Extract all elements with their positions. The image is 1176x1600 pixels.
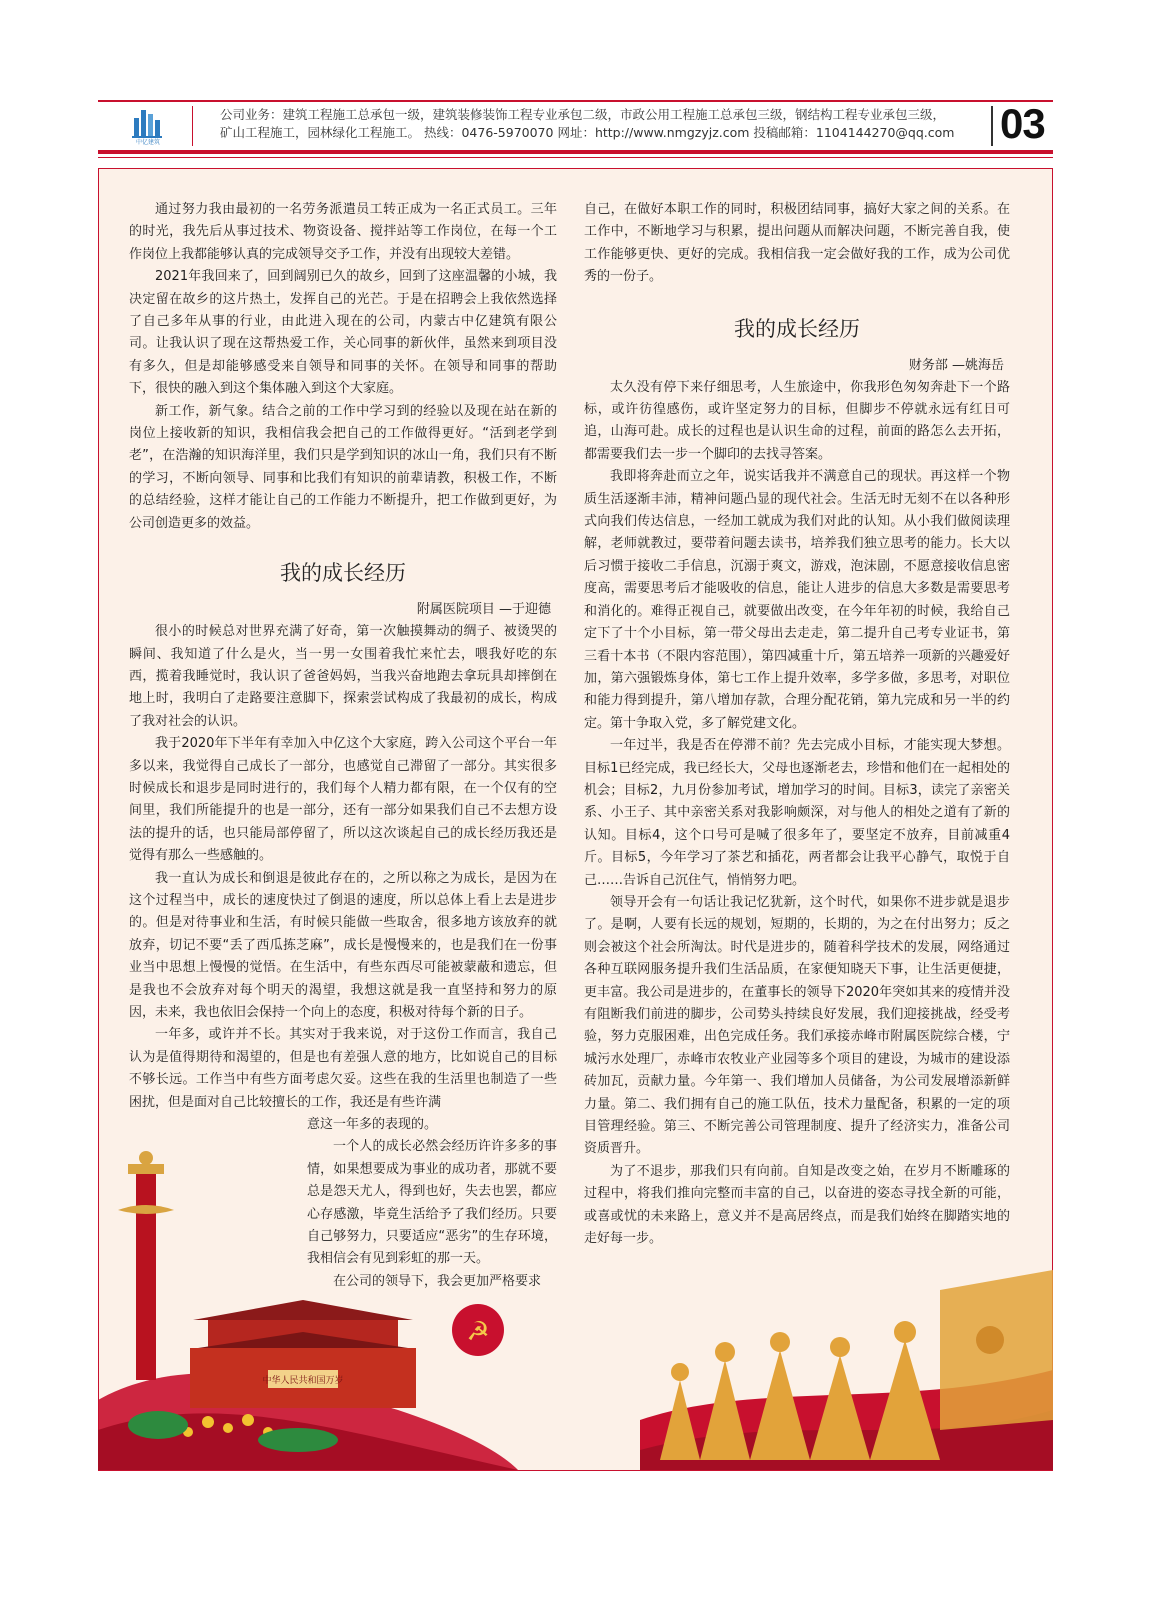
paragraph: 通过努力我由最初的一名劳务派遣员工转正成为一名正式员工。三年的时光，我先后从事过技术、物资设备、搅拌站等工作岗位，在每一个工作岗位上我都能够认真的完成领导交予工作，并没有出现较大差错。 <box>129 202 557 262</box>
header-line-2: 矿山工程施工，园林绿化工程施工。 热线：0476-5970070 网址：http://www.nmgzyjz.com 投稿邮箱：1104144270@qq.com <box>220 125 955 140</box>
header-rule-bottom-thin <box>98 157 1053 158</box>
header-rule-top <box>98 100 1053 102</box>
left-column <box>129 199 557 1293</box>
tiananmen-illustration <box>98 1150 518 1470</box>
paragraph: 为了不退步，那我们只有向前。自知是改变之始，在岁月不断雕琢的过程中，将我们推向完整而丰富的自己，以奋进的姿态寻找全新的可能，或喜或忧的未来路上，意义并不是高居终点，而是我们始终在脚踏实地的走好每一步。 <box>584 1163 1010 1247</box>
header-rule-bottom <box>98 150 1053 154</box>
paragraph: 我于2020年下半年有幸加入中亿这个大家庭，跨入公司这个平台一年多以来，我觉得自己成长了一部分，也感觉自己滞留了一部分。其实很多时候成长和退步是同时进行的，我们每个人精力都有限，在一个仅有的空间里，我们所能提升的也是一部分，还有一部分如果我们自己不去想方设法的提升的话，也只能局部停留了，所以这次谈起自己的成长经历我还是觉得有那么一些感触的。 <box>129 736 557 864</box>
paragraph: 我一直认为成长和倒退是彼此存在的，之所以称之为成长，是因为在这个过程当中，成长的速度快过了倒退的速度，所以总体上看上去是进步的。但是对待事业和生活，有时候只能做一些取舍，很多地方该放弃的就放弃，切记不要“丢了西瓜拣芝麻”，成长是慢慢来的，也是我们在一份事业当中思想上慢慢的觉悟。在生活中，有些东西尽可能被蒙蔽和遗忘，但是我也不会放弃对每个明天的渴望，我想这就是我一直坚持和努力的原因，未来，我也依旧会保持一个向上的态度，积极对待每个新的日子。 <box>129 870 557 1020</box>
header-divider <box>192 106 193 146</box>
article-byline: 财务部 —姚海岳 <box>908 357 1004 373</box>
paragraph: 领导开会有一句话让我记忆犹新，这个时代，如果你不进步就是退步了。是啊，人要有长远的规划，短期的，长期的，为之在付出努力；反之则会被这个社会所淘汰。时代是进步的，随着科学技术的发展，网络通过各种互联网服务提升我们生活品质，在家便知晓天下事，让生活更便捷，更丰富。我公司是进步的，在董事长的领导下2020年突如其来的疫情并没有阻断我们前进的脚步，公司势头持续良好发展，我们迎接挑战，经受考验，努力克服困难，出色完成任务。我们承接赤峰市附属医院综合楼，宁城污水处理厂，赤峰市农牧业产业园等多个项目的建设，为城市的建设添砖加瓦，贡献力量。今年第一、我们增加人员储备，为公司发展增添新鲜力量。第二、我们拥有自己的施工队伍，技术力量配备，积累的一定的项目管理经验。第三、不断完善公司管理制度、提升了经济实力，准备公司资质晋升。 <box>584 894 1010 1157</box>
paragraph: 一个人的成长必然会经历许许多多的事情，如果想要成为事业的成功者，那就不要总是怨天尤人，得到也好，失去也罢，都应心存感激，毕竟生活给予了我们经历。只要自己够努力，只要适应“恶劣”的生存环境，我相信会有见到彩虹的那一天。 <box>307 1139 557 1267</box>
logo-text: 中亿建筑 <box>135 139 160 146</box>
monument-statues-illustration <box>640 1260 1053 1470</box>
gate-building-icon <box>190 1300 416 1408</box>
gate-banner-text: 中华人民共和国万岁 <box>262 1376 344 1386</box>
right-column <box>584 199 1010 1250</box>
paragraph: 意这一年多的表现的。 <box>307 1117 438 1133</box>
paragraph: 一年过半，我是否在停滞不前？先去完成小目标，才能实现大梦想。目标1已经完成，我已经长大，父母也逐渐老去，珍惜和他们在一起相处的机会；目标2，九月份参加考试，增加学习的时间。目标3，读完了亲密关系、小王子、其中亲密关系对我影响颇深，对与他人的相处之道有了新的认知。目标4，这个口号可是喊了很多年了，要坚定不放弃，目前减重4斤。目标5，今年学习了茶艺和插花，两者都会让我平心静气，取悦于自己……告诉自己沉住气，悄悄努力吧。 <box>584 738 1010 888</box>
header-divider-2 <box>991 106 993 146</box>
paragraph: 2021年我回来了，回到阔别已久的故乡，回到了这座温馨的小城，我决定留在故乡的这片热土，发挥自己的光芒。于是在招聘会上我依然选择了自己多年从事的行业，由此进入现在的公司，内蒙古中亿建筑有限公司。让我认识了现在这帮热爱工作，关心同事的新伙伴，虽然来到项目没有多久，但是却能够感受来自领导和同事的关怀。在领导和同事的帮助下，很快的融入到这个集体融入到这个大家庭。 <box>129 269 557 397</box>
article-title: 我的成长经历 <box>734 316 860 341</box>
party-emblem-icon: ☭ <box>466 1317 490 1347</box>
paragraph: 我即将奔赴而立之年，说实话我并不满意自己的现状。再这样一个物质生活逐渐丰沛，精神问题凸显的现代社会。生活无时无刻不在以各种形式向我们传达信息，一经加工就成为我们对此的认知。从小我们做阅读理解，老师就教过，要带着问题去读书，培养我们独立思考的能力。长大以后习惯于接收二手信息，沉溺于爽文，游戏，泡沫剧，不愿意接收信息密度高，需要思考后才能吸收的信息，能让人进步的信息大多数是需要思考和消化的。难得正视自己，就要做出改变，在今年年初的时候，我给自己定下了十个小目标，第一带父母出去走走，第二提升自己考专业证书，第三看十本书（不限内容范围），第四减重十斤，第五培养一项新的兴趣爱好加，第六强锻炼身体，第七工作上提升效率，多学多做，多思考，对职位和能力得到提升，第八增加存款，合理分配花销，第九完成和另一半的约定。第十争取入党，多了解党建文化。 <box>584 469 1010 731</box>
header-line-1: 公司业务：建筑工程施工总承包一级，建筑装修装饰工程专业承包二级，市政公用工程施工总承包三级，钢结构工程专业承包三级， <box>220 107 946 122</box>
paragraph: 很小的时候总对世界充满了好奇，第一次触摸舞动的绸子、被烫哭的瞬间、我知道了什么是火，当一男一女围着我忙来忙去，喂我好吃的东西，揽着我睡觉时，我认识了爸爸妈妈，当我兴奋地跑去拿玩具却摔倒在地上时，我明白了走路要注意脚下，探索尝试构成了我最初的成长，构成了我对社会的认识。 <box>129 624 557 729</box>
article-title: 我的成长经历 <box>280 561 406 586</box>
header-business-info <box>220 106 980 142</box>
paragraph: 自己，在做好本职工作的同时，积极团结同事，搞好大家之间的关系。在工作中，不断地学习与积累，提出问题从而解决问题，不断完善自我，使工作能够更快、更好的完成。我相信我一定会做好我的工作，成为公司优秀的一份子。 <box>584 202 1010 285</box>
article-byline: 附属医院项目 —于迎德 <box>416 602 551 618</box>
page-number: 03 <box>1000 100 1045 147</box>
paragraph: 一年多，或许并不长。其实对于我来说，对于这份工作而言，我自己认为是值得期待和渴望的，但是也有差强人意的地方，比如说自己的目标不够长远。工作当中有些方面考虑欠妥。这些在我的生活里也制造了一些困扰，但是面对自己比较擅长的工作，我还是有些许满 <box>129 1027 557 1110</box>
paragraph: 在公司的领导下，我会更加严格要求 <box>333 1273 542 1289</box>
paragraph: 新工作，新气象。结合之前的工作中学习到的经验以及现在站在新的岗位上接收新的知识，我相信我会把自己的工作做得更好。“活到老学到老”，在浩瀚的知识海洋里，我们只是学到知识的冰山一角，我们只有不断的学习，不断向领导、同事和比我们有知识的前辈请教，积极工作，不断的总结经验，这样才能让自己的工作能力不断提升，把工作做到更好，为公司创造更多的效益。 <box>129 403 557 531</box>
paragraph: 太久没有停下来仔细思考，人生旅途中，你我形色匆匆奔赴下一个路标，或许彷徨感伤，或许坚定努力的目标，但脚步不停就永远有红日可追，山海可赴。成长的过程也是认识生命的过程，前面的路怎么去开拓，都需要我们去一步一个脚印的去找寻答案。 <box>584 379 1010 462</box>
